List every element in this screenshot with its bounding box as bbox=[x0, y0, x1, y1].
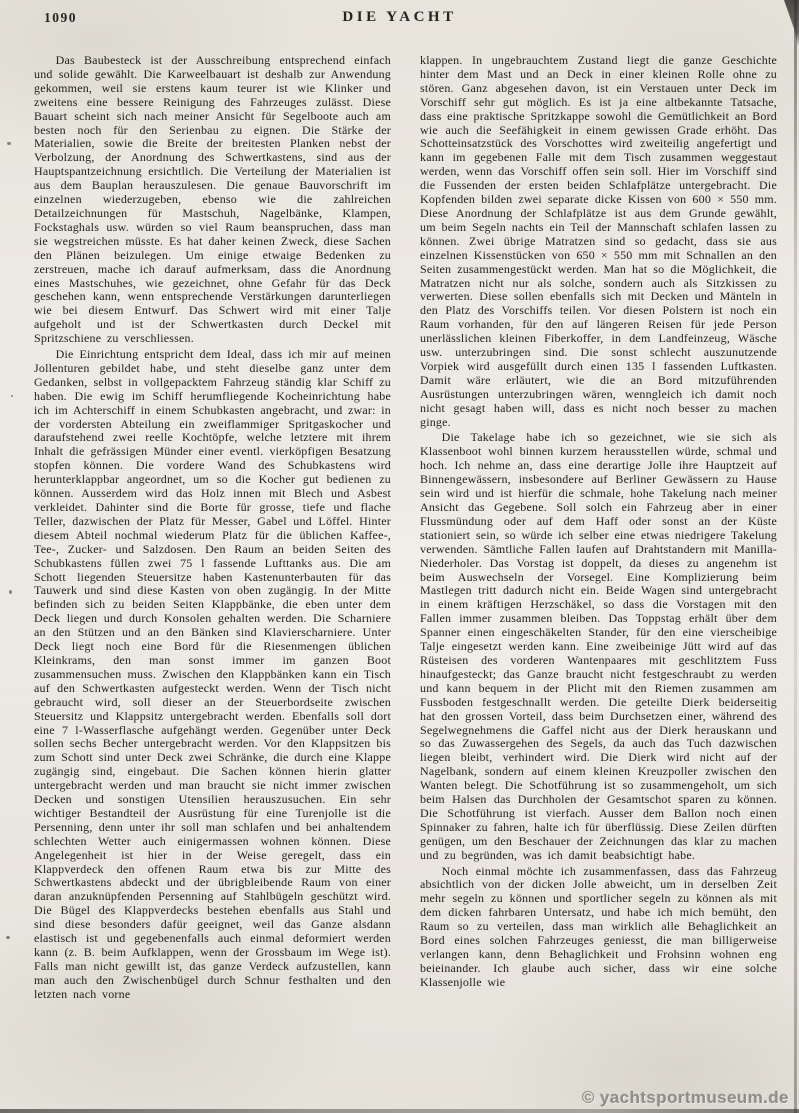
scan-speck bbox=[11, 395, 13, 397]
scan-speck bbox=[9, 590, 12, 594]
page-number: 1090 bbox=[44, 10, 77, 25]
watermark: © yachtsportmuseum.de bbox=[581, 1088, 789, 1107]
article-body bbox=[34, 54, 777, 1002]
paragraph: Noch einmal möchte ich zusammenfassen, dass das Fahrzeug absichtlich von der dicken Jolle abweicht, um in derselben Zeit mehr segeln zu können und sportlicher segeln zu können als mit dem dicken fahrbaren Untersatz, und habe ich mich bemüht, den Raum so zu verteilen, dass man wirklich alle Behaglichkeit an Bord eines solchen Fahrzeuges geniesst, die man billigerweise verlangen kann, denn Behaglichkeit und Frohsinn wohnen eng beieinander. Ich glaube auch sicher, dass wir eine solche Klassenjolle wie bbox=[420, 863, 777, 989]
paragraph: Die Takelage habe ich so gezeichnet, wie sie sich als Klassenboot wohl binnen kurzem herausstellen würde, schmal und hoch. Ich nehme an, dass eine derartige Jolle ihre Hauptzeit auf Binnengewässern, insbesondere auf Berliner Gewässern zu Hause sein wird und ist hierfür die schmale, hohe Takelung nach meiner Ansicht das Gegebene. Soll solch ein Fahrzeug aber in einer Flussmündung oder auf dem Haff oder sonst an der Küste stationiert sein, so würde ich selber eine etwas niedrigere Takelung verwenden. Sämtliche Fallen laufen auf Drahtstandern mit Manilla-Niederholer. Das Vorstag ist doppelt, da dieses zu angenehm ist beim Auswechseln der Vorsegel. Eine Komplizierung beim Mastlegen tritt dadurch nicht ein. Beide Wagen sind untergebracht in einem kräftigen Herzschäkel, so dass die Vorstagen mit den Fallen immer zusammen bleiben. Das Toppstag erhält über dem Spanner einen eingeschäkelten Stander, für den eine vierscheibige Talje eingesetzt werden kann. Eine zweibeinige Jütt wird auf das Rüsteisen des vorderen Wantenpaares mit geschlitztem Fuss hinaufgesteckt; das Ganze braucht nicht festgeschraubt zu werden und kann bequem in der Plicht mit den Riemen zusammen am Fussboden festgeschnallt werden. Die geteilte Dierk beiderseitig hat den grossen Vorteil, dass beim Durchsetzen einer, während des Segelwegnehmens die Gaffel nicht aus der Dierk herauskann und so das Zuwassergehen des Segels, da auch das Tuch dazwischen liegen bleibt, verhindert wird. Die Dierk wird nicht auf der Nagelbank, sondern auf einem kleinen Kreuzpoller zwischen den Wanten belegt. Die Schotführung ist so zusammengeholt, um sich beim Halsen das Durchholen der Gesamtschot sparen zu können. Die Schotführung ist vierfach. Ausser dem Ballon noch einen Spinnaker zu fahren, halte ich für überflüssig. Diese Zeilen dürften genügen, um den Beschauer der Zeichnungen das klar zu machen und zu begründen, was ich damit beabsichtigt habe. bbox=[420, 430, 777, 862]
paragraph: Die Einrichtung entspricht dem Ideal, dass ich mir auf meinen Jollenturen gebildet habe, und steht dieselbe ganz unter dem Gedanken, selbst in vollgepacktem Fahrzeug ständig klar Schiff zu haben. Die ewig im Schiff herumfliegende Kocheinrichtung habe ich im Achterschiff in einem Schubkasten angebracht, und zwar: in der vordersten Abteilung ein zweiflammiger Spritgaskocher und daraufstehend zwei reelle Kochtöpfe, welche letztere mit ihrem Inhalt die gefrässigen Münder einer eventl. vierköpfigen Besatzung stopfen können. Die vordere Wand des Schubkastens wird herunterklappbar angeordnet, um so die Kocher gut bedienen zu können. Ausserdem wird das Holz innen mit Blech und Asbest verkleidet. Dahinter sind die Borte für grosse, tiefe und flache Teller, dazwischen der Platz für Messer, Gabel und Löffel. Hinter diesem Abteil nochmal wiederum Platz für die üblichen Kaffee-, Tee-, Zucker- und Salzdosen. Den Raum an beiden Seiten des Schubkastens füllen zwei 75 l fassende Lufttanks aus. Die am Schott liegenden Steuersitze haben Kastenunterbauten für das Tauwerk und sind diese Kasten von oben zugängig. In der Mitte befinden sich zu beiden Seiten Klappbänke, die eben unter dem Deck liegen und durch Konsolen gehalten werden. Die Scharniere an den Stützen und an den Bänken sind Klavierscharniere. Unter Deck liegt noch eine Bord für die Riesenmengen üblichen Kleinkrams, den man sonst immer im ganzen Boot zusammensuchen muss. Zwischen den Klappbänken kann ein Tisch auf den Schwertkasten aufgesteckt werden. Wenn der Tisch nicht gebraucht wird, soll dieser an der Steuerbordseite zwischen Steuersitz und Klappsitz untergebracht werden. Ebenfalls soll dort eine 7 l-Wasserflasche aufgehängt werden. Gegenüber unter Deck sollen sechs Becher untergebracht werden. Vor den Klappsitzen bis zum Schott sind unter Deck zwei Schränke, die durch eine Klappe zugängig sind, eingebaut. Die Sachen können hierin glatter untergebracht werden und man braucht sie nicht immer zwischen Decken und sonstigen Utensilien herauszusuchen. Ein sehr wichtiger Bestandteil der Ausrüstung für eine Turenjolle ist die Persenning, denn unter ihr soll man schlafen und bei anhaltendem schlechten Wetter auch einigermassen wohnen können. Diese Angelegenheit ist hier in der Weise geregelt, dass ein Klappverdeck den offenen Raum etwa bis zur Mitte des Schwertkastens abdeckt und der übrigbleibende Raum von einer daran anzuknüpfenden Persenning auf Stahlbügeln geschützt wird. Die Bügel des Klappverdecks bestehen ebenfalls aus Stahl und sind diese besonders dafür geeignet, weil das Ganze alsdann elastisch ist und gegebenenfalls auch einmal deformiert werden kann (z. B. beim Aufklappen, wenn der Grossbaum im Wege ist). Falls man nicht gewillt ist, das ganze Verdeck aufzustellen, kann man auch den Zwischenbügel durch Schnur festhalten und den letzten nach vorne bbox=[34, 347, 391, 1001]
journal-title: DIE YACHT bbox=[342, 9, 457, 25]
scan-edge-right-artifact bbox=[794, 0, 797, 1113]
scan-edge-bottom-artifact bbox=[0, 1109, 799, 1113]
scan-speck bbox=[7, 142, 11, 145]
right-column bbox=[420, 54, 777, 1002]
scan-speck bbox=[6, 936, 10, 939]
paragraph: Das Baubesteck ist der Ausschreibung entsprechend einfach und solide gewählt. Die Karweelbauart ist deshalb zur Anwendung gekommen, weil sie erstens kaum teurer ist wie Klinker und zweitens eine bessere Reinigung des Fahrzeuges zulässt. Diese Bauart scheint sich nach meiner Ansicht für Segelboote auch am besten noch für den Serienbau zu eignen. Die Stärke der Materialien, sowie die Breite der breitesten Planken nebst der Verbolzung, der Anordnung des Schwertkastens, sind aus der Hauptspantzeichnung ersichtlich. Die Verteilung der Materialien ist aus dem Bauplan herauszulesen. Die genaue Bauvorschrift im einzelnen wiederzugeben, ebenso wie die zahlreichen Detailzeichnungen für Mastschuh, Nagelbänke, Klampen, Fockstaghals usw. würden so viel Raum beanspruchen, dass man sie wegstreichen müsste. Es hat daher keinen Zweck, diese Sachen den Plänen beizulegen. Um einige etwaige Bedenken zu zerstreuen, mache ich darauf aufmerksam, dass die Anordnung eines Mastschuhes, wie gezeichnet, ohne Gefahr für das Deck geschehen kann, wenn entsprechende Verstärkungen darunterliegen wie bei diesem Entwurf. Das Schwert wird mit einer Talje aufgeholt und ist der Schwertkasten durch Deckel mit Spritzschiene zu verschliessen. bbox=[34, 53, 391, 346]
left-column bbox=[34, 54, 391, 1002]
paragraph: klappen. In ungebrauchtem Zustand liegt die ganze Geschichte hinter dem Mast und an Deck in einer kleinen Rolle ohne zu stören. Ganz abgesehen davon, ist ein Verstauen unter Deck im Vorschiff sehr gut möglich. Es ist ja eine altbekannte Tatsache, dass eine praktische Spritzkappe sowohl die Gemütlichkeit an Bord wie auch die Seefähigkeit in einem gewissen Grade erhöht. Das Schotteinsatzstück des Vorschottes wird zweiteilig angefertigt und kann im gegebenen Falle mit dem Tisch zusammen weggestaut werden, wenn das Vorschiff offen sein soll. Hier im Vorschiff sind die Fussenden der ersten beiden Schlafplätze untergebracht. Die Kopfenden bilden zwei separate dicke Kissen von 600 × 550 mm. Diese Anordnung der Schlafplätze ist aus dem Grunde gewählt, um beim Segeln nachts ein Teil der Mannschaft schlafen lassen zu können. Zwei übrige Matratzen sind so gedacht, dass sie aus einzelnen Kissenstücken von 650 × 550 mm mit Schnallen an den Seiten zusammengestückt werden. Man hat so die Möglichkeit, die Matratzen nicht nur als solche, sondern auch als Sitzkissen zu verwerten. Diese sollen ebenfalls sich mit Decken und Mänteln in den Platz des Vorschiffs teilen. Vor diesen Polstern ist noch ein Raum vorhanden, für den auf längeren Reisen für jede Person unerlässlichen kleinen Fiberkoffer, in dem Landfeinzeug, Wäsche usw. unterzubringen sind. Die sonst schlecht auszunutzende Vorpiek wird ausgefüllt durch einen 135 l fassenden Luftkasten. Damit wäre erläutert, wie die an Bord mitzuführenden Ausrüstungen unterzubringen wären, wenngleich ich damit noch nicht gesagt haben will, dass es nicht noch besser zu machen ginge. bbox=[420, 53, 777, 429]
